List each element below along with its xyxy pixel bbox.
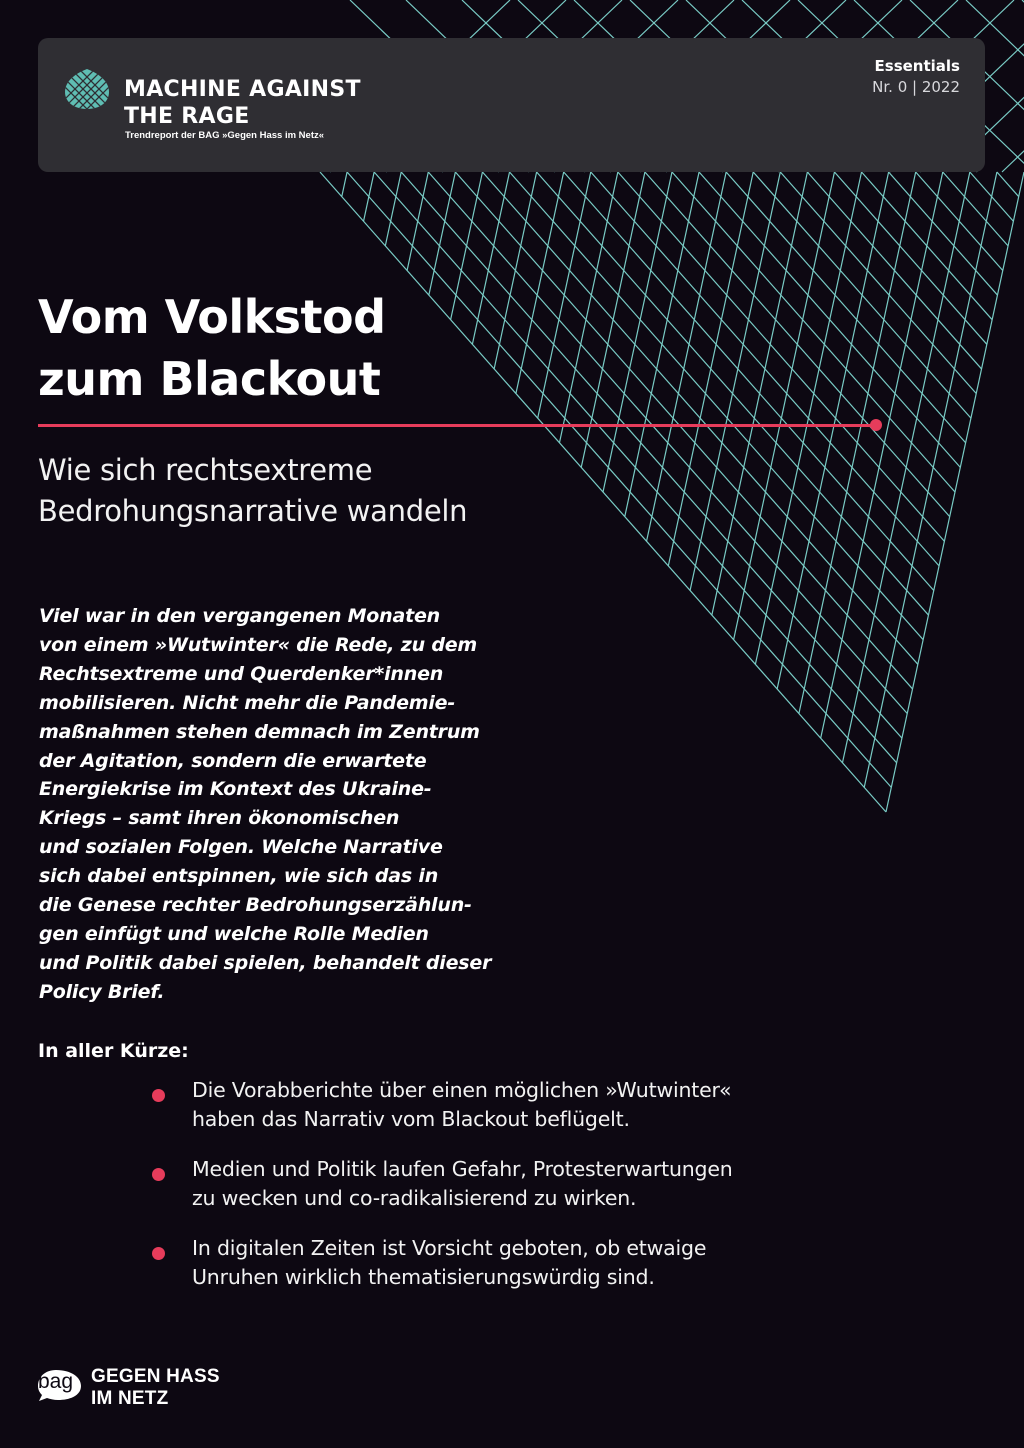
mesh-line — [564, 172, 934, 590]
page-subtitle: Wie sich rechtsextreme Bedrohungsnarrative wandeln — [38, 453, 468, 528]
brand-title: MACHINE AGAINST THE RAGE — [124, 77, 361, 129]
mesh-line — [516, 172, 564, 394]
mesh-line — [864, 172, 997, 787]
summary-item: Medien und Politik laufen Gefahr, Protesterwartungen zu wecken und co-radikalisierend zu wirken. — [150, 1155, 810, 1213]
bullet-dot-icon — [152, 1247, 165, 1260]
lead-line: Policy Brief. — [39, 980, 165, 1003]
mesh-line — [510, 172, 924, 640]
brand-subtitle: Trendreport der BAG »Gegen Hass im Netz« — [125, 130, 325, 141]
lead-line: sich dabei entspinnen, wie sich das in — [39, 865, 439, 888]
mesh-line — [943, 172, 1008, 246]
lead-line: und sozialen Folgen. Welche Narrative — [39, 836, 443, 859]
mesh-line — [690, 172, 780, 590]
mesh-line — [755, 172, 861, 664]
lead-line: Energiekrise im Kontext des Ukraine- — [39, 778, 432, 801]
bag-mark: bag — [38, 1370, 74, 1393]
lead-line: Kriegs – samt ihren ökonomischen — [39, 807, 400, 830]
mesh-line — [1002, 0, 1024, 172]
lead-line: der Agitation, sondern die erwartete — [39, 749, 427, 772]
bullet-dot-icon — [152, 1168, 165, 1181]
mesh-line — [712, 172, 808, 615]
summary-item: Die Vorabberichte über einen möglichen »Wutwinter« haben das Narrativ vom Blackout beflügelt. — [150, 1076, 810, 1134]
lead-line: die Genese rechter Bedrohungserzählun- — [39, 894, 472, 917]
series-number: Nr. 0 | 2022 — [872, 78, 960, 96]
mesh-line — [451, 172, 483, 320]
mesh-line — [364, 172, 375, 221]
lead-line: von einem »Wutwinter« die Rede, zu dem — [39, 633, 478, 656]
mesh-line — [777, 172, 888, 689]
mesh-line — [842, 172, 969, 763]
summary-item: In digitalen Zeiten ist Vorsicht geboten, ob etwaige Unruhen wirklich thematisierungswürdig sind. — [150, 1234, 810, 1292]
mesh-line — [494, 172, 536, 369]
mesh-line — [538, 172, 591, 418]
mesh-line — [455, 172, 912, 689]
lead-line: Rechtsextreme und Querdenker*innen — [39, 662, 444, 685]
mesh-line — [407, 172, 428, 270]
mesh-line — [734, 172, 835, 640]
summary-list — [150, 1076, 810, 1313]
mesh-line — [429, 172, 456, 295]
mesh-line — [668, 172, 753, 566]
mesh-line — [559, 172, 617, 443]
mesh-line — [997, 172, 1019, 197]
accent-divider-dot — [870, 419, 882, 431]
page-title: Vom Volkstod zum Blackout — [38, 290, 386, 406]
report-header — [38, 38, 985, 172]
mesh-line — [780, 172, 976, 394]
footer-org-name: GEGEN HASS IM NETZ — [91, 1366, 220, 1409]
mesh-line — [672, 172, 955, 492]
lead-paragraph — [39, 602, 509, 1007]
bullet-dot-icon — [152, 1089, 165, 1102]
accent-divider — [38, 424, 876, 427]
series-label: Essentials — [874, 57, 960, 75]
mesh-line — [886, 172, 1024, 812]
mesh-line — [618, 172, 945, 541]
mesh-line — [889, 172, 998, 295]
footer-logo — [36, 1364, 236, 1414]
diamond-mesh-logo-icon — [64, 68, 110, 110]
lead-line: mobilisieren. Nicht mehr die Pandemie- — [39, 691, 456, 714]
lead-line: und Politik dabei spielen, behandelt dieser — [39, 951, 492, 974]
mesh-line — [647, 172, 727, 541]
mesh-line — [726, 172, 965, 443]
mesh-line — [603, 172, 672, 492]
mesh-line — [385, 172, 401, 246]
lead-line: gen einfügt und welche Rolle Medien — [39, 922, 429, 945]
summary-heading: In aller Kürze: — [38, 1040, 189, 1062]
lead-line: maßnahmen stehen demnach im Zentrum — [39, 720, 480, 743]
lead-line: Viel war in den vergangenen Monaten — [39, 605, 440, 627]
mesh-line — [342, 172, 347, 197]
